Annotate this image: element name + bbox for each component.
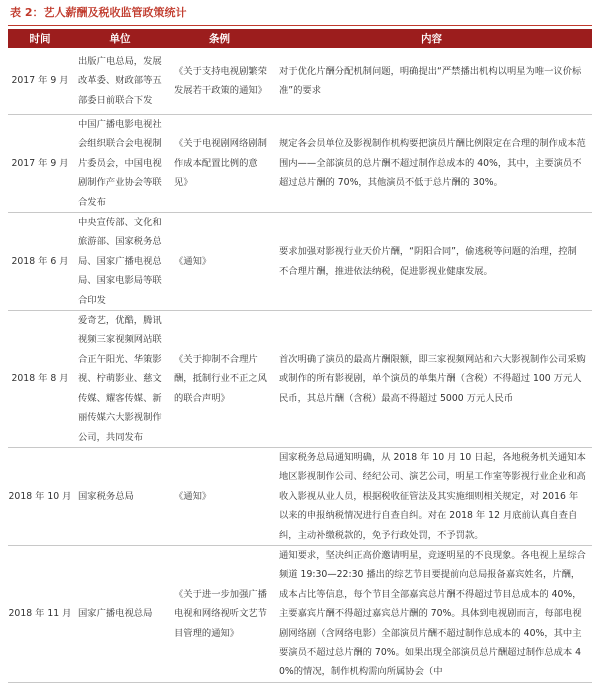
row-unit-text: 出版广电总局，发展改革委、财政部等五部委日前联合下发 bbox=[78, 55, 162, 106]
row-time: 2017 年 9 月 bbox=[8, 48, 72, 115]
row-regulation-text: 《关于抑制不合理片酬，抵制行业不正之风的联合声明》 bbox=[174, 353, 267, 404]
caption-divider bbox=[8, 25, 592, 26]
row-time: 2017 年 9 月 bbox=[8, 115, 72, 213]
row-content bbox=[271, 447, 592, 545]
header-content: 内容 bbox=[271, 29, 592, 48]
row-regulation-text: 《关于支持电视剧繁荣发展若干政策的通知》 bbox=[174, 65, 267, 96]
row-time: 2018 年 8 月 bbox=[8, 311, 72, 448]
row-regulation-text: 《通知》 bbox=[174, 490, 212, 502]
table-header-row bbox=[8, 29, 592, 48]
row-content-text: 对于优化片酬分配机制问题，明确提出“严禁播出机构以明星为唯一议价标准”的要求 bbox=[279, 65, 582, 96]
row-unit bbox=[72, 311, 168, 448]
header-time: 时间 bbox=[8, 29, 72, 48]
header-unit: 单位 bbox=[72, 29, 168, 48]
row-content-text: 规定各会员单位及影视制作机构要把演员片酬比例限定在合理的制作成本范围内——全部演员的总片酬不超过制作总成本的 40%，其中，主要演员不超过总片酬的 70%，其他演员不低于总片酬的 30%。 bbox=[279, 138, 586, 189]
table-row bbox=[8, 213, 592, 311]
row-unit-text: 国家广播电视总局 bbox=[78, 608, 153, 620]
row-regulation-text: 《关于进一步加强广播电视和网络视听文艺节目管理的通知》 bbox=[174, 588, 267, 639]
row-content-text: 通知要求，坚决纠正高价邀请明星，竞逐明星的不良现象。各电视上星综合频道 19:30—22:30 播出的综艺节目要提前向总局报备嘉宾姓名，片酬，成本占比等信息，每个节目全部嘉宾总片酬不得超过节目总成本的 40%，主要嘉宾片酬不得超过嘉宾总片酬的 70%。具体到电视剧而言，每部电视剧网络剧（含网络电影）全部演员片酬不超过制作总成本的 40%，其中主要演员不超过总片酬的 70%。如果出现全部演员总片酬超过制作总成本 40%的情况，制作机构需向所属协会（中 bbox=[279, 549, 586, 678]
row-regulation bbox=[168, 447, 271, 545]
row-unit-text: 中央宣传部、文化和旅游部、国家税务总局、国家广播电视总局、国家电影局等联合印发 bbox=[78, 217, 162, 306]
row-content bbox=[271, 545, 592, 682]
row-time: 2018 年 10 月 bbox=[8, 447, 72, 545]
table-row bbox=[8, 115, 592, 213]
row-unit bbox=[72, 447, 168, 545]
row-content bbox=[271, 48, 592, 115]
table-row bbox=[8, 545, 592, 682]
row-unit bbox=[72, 115, 168, 213]
row-content-text: 首次明确了演员的最高片酬限额，即三家视频网站和六大影视制作公司采购或制作的所有影视剧，单个演员的单集片酬（含税）不得超过 100 万元人民币，其总片酬（含税）最高不得超过 5000 万元人民币 bbox=[279, 353, 586, 404]
row-regulation-text: 《通知》 bbox=[174, 255, 212, 267]
table-caption: 表 2：艺人薪酬及税收监管政策统计 bbox=[10, 6, 187, 19]
row-unit-text: 爱奇艺，优酷，腾讯视频三家视频网站联合正午阳光、华策影视、柠萌影业、慈文传媒、耀客传媒、新丽传媒六大影视制作公司，共同发布 bbox=[78, 315, 162, 443]
row-content bbox=[271, 115, 592, 213]
row-regulation bbox=[168, 48, 271, 115]
row-regulation bbox=[168, 311, 271, 448]
row-unit bbox=[72, 545, 168, 682]
policy-table bbox=[8, 29, 592, 683]
table-row bbox=[8, 48, 592, 115]
row-content-text: 国家税务总局通知明确，从 2018 年 10 月 10 日起，各地税务机关通知本地区影视制作公司、经纪公司、演艺公司，明星工作室等影视行业企业和高收入影视从业人员，根据税收征管法及其实施细则相关规定，对 2016 年以来的申报纳税情况进行自查自纠。对在 2018 年 12 月底前认真自查自纠，主动补缴税款的，免予行政处罚，不予罚款。 bbox=[279, 451, 586, 541]
row-time: 2018 年 11 月 bbox=[8, 545, 72, 682]
row-unit bbox=[72, 48, 168, 115]
row-content bbox=[271, 213, 592, 311]
table-row bbox=[8, 447, 592, 545]
row-unit bbox=[72, 213, 168, 311]
row-time: 2018 年 6 月 bbox=[8, 213, 72, 311]
row-content-text: 要求加强对影视行业天价片酬，“阴阳合同”，偷逃税等问题的治理，控制不合理片酬，推进依法纳税，促进影视业健康发展。 bbox=[279, 246, 577, 277]
row-regulation bbox=[168, 545, 271, 682]
row-regulation-text: 《关于电视剧网络剧制作成本配置比例的意见》 bbox=[174, 138, 267, 189]
table-row bbox=[8, 311, 592, 448]
header-regulation: 条例 bbox=[168, 29, 271, 48]
row-regulation bbox=[168, 115, 271, 213]
row-unit-text: 国家税务总局 bbox=[78, 490, 134, 502]
row-regulation bbox=[168, 213, 271, 311]
row-unit-text: 中国广播电影电视社会组织联合会电视制片委员会，中国电视剧制作产业协会等联合发布 bbox=[78, 119, 162, 208]
row-content bbox=[271, 311, 592, 448]
